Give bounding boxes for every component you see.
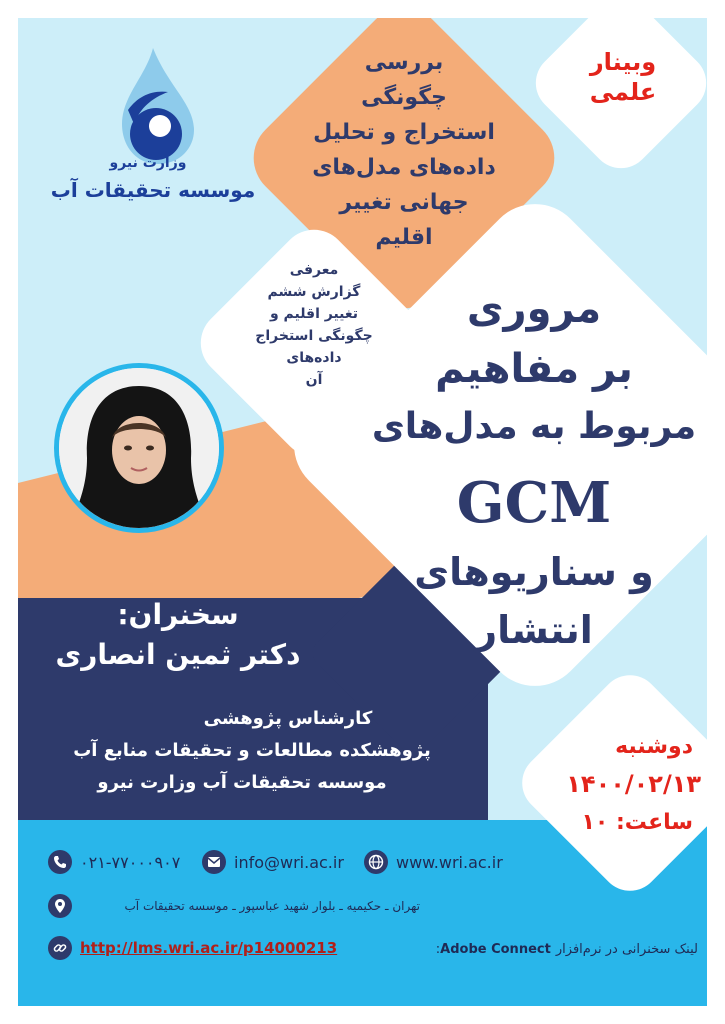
title-line3: مربوط به مدل‌های [371,406,697,447]
link-label-colon: : [435,942,441,957]
speaker-portrait-icon [59,368,219,528]
intro-line2: گزارش ششم [267,284,361,300]
review-line4: داده‌های مدل‌های [312,155,496,180]
review-line2: چگونگی [361,85,447,110]
speaker-affiliation1: پژوهشکده مطالعات و تحقیقات منابع آب [73,740,431,761]
badge-line1: وبینار [589,48,657,76]
intro-line4: چگونگی استخراج [255,328,373,344]
poster-frame [18,18,707,1006]
link-label: لینک سخنرانی در نرم‌افزار [555,942,698,957]
title-line1: مروری [466,286,602,332]
intro-line6: آن [305,372,323,388]
email-address[interactable]: info@wri.ac.ir [234,852,344,872]
title-line6: انتشار [475,608,593,652]
intro-line1: معرفی [289,262,339,278]
software-name: Adobe Connect [440,942,551,957]
review-line5: جهانی تغییر [339,190,469,215]
date-time: ساعت: ۱۰ [581,810,693,835]
review-line6: اقلیم [375,225,433,250]
title-line5: و سناریوهای [414,550,654,594]
link-contact[interactable] [48,936,337,960]
speaker-photo [54,363,224,533]
review-line3: استخراج و تحلیل [313,120,495,145]
email-icon [202,850,226,874]
intro-line5: داده‌های [286,350,342,366]
title-line2: بر مفاهیم [435,346,633,392]
ministry-name: وزارت نیرو [109,155,187,171]
email-contact[interactable] [202,850,344,874]
website-url[interactable]: www.wri.ac.ir [396,852,503,872]
review-line1: بررسی [364,50,444,75]
speaker-affiliation2: موسسه تحقیقات آب وزارت نیرو [97,772,387,793]
speaker-role: کارشناس پژوهشی [203,708,373,729]
address-contact [48,894,420,918]
phone-icon [48,850,72,874]
speaker-name: دکتر ثمین انصاری [55,638,301,671]
phone-number: ۰۲۱-۷۷۰۰۰۹۰۷ [80,852,181,872]
address-text: تهران ـ حکیمیه ـ بلوار شهید عباسپور ـ موسسه تحقیقات آب [124,899,420,913]
link-icon [48,936,72,960]
location-pin-icon [48,894,72,918]
globe-icon [364,850,388,874]
title-line4: GCM [456,470,612,536]
intro-line3: تغییر اقلیم و [269,306,359,322]
badge-line2: علمی [589,78,657,106]
website-contact[interactable] [364,850,503,874]
date-day: دوشنبه [615,734,693,759]
institute-name: موسسه تحقیقات آب [50,178,256,202]
link-label-row [348,938,698,957]
phone-contact[interactable] [48,850,180,874]
date-value: ۱۴۰۰/۰۲/۱۳ [566,770,701,798]
speaker-label: سخنران: [117,598,239,631]
lecture-link[interactable]: http://lms.wri.ac.ir/p14000213 [80,939,338,957]
